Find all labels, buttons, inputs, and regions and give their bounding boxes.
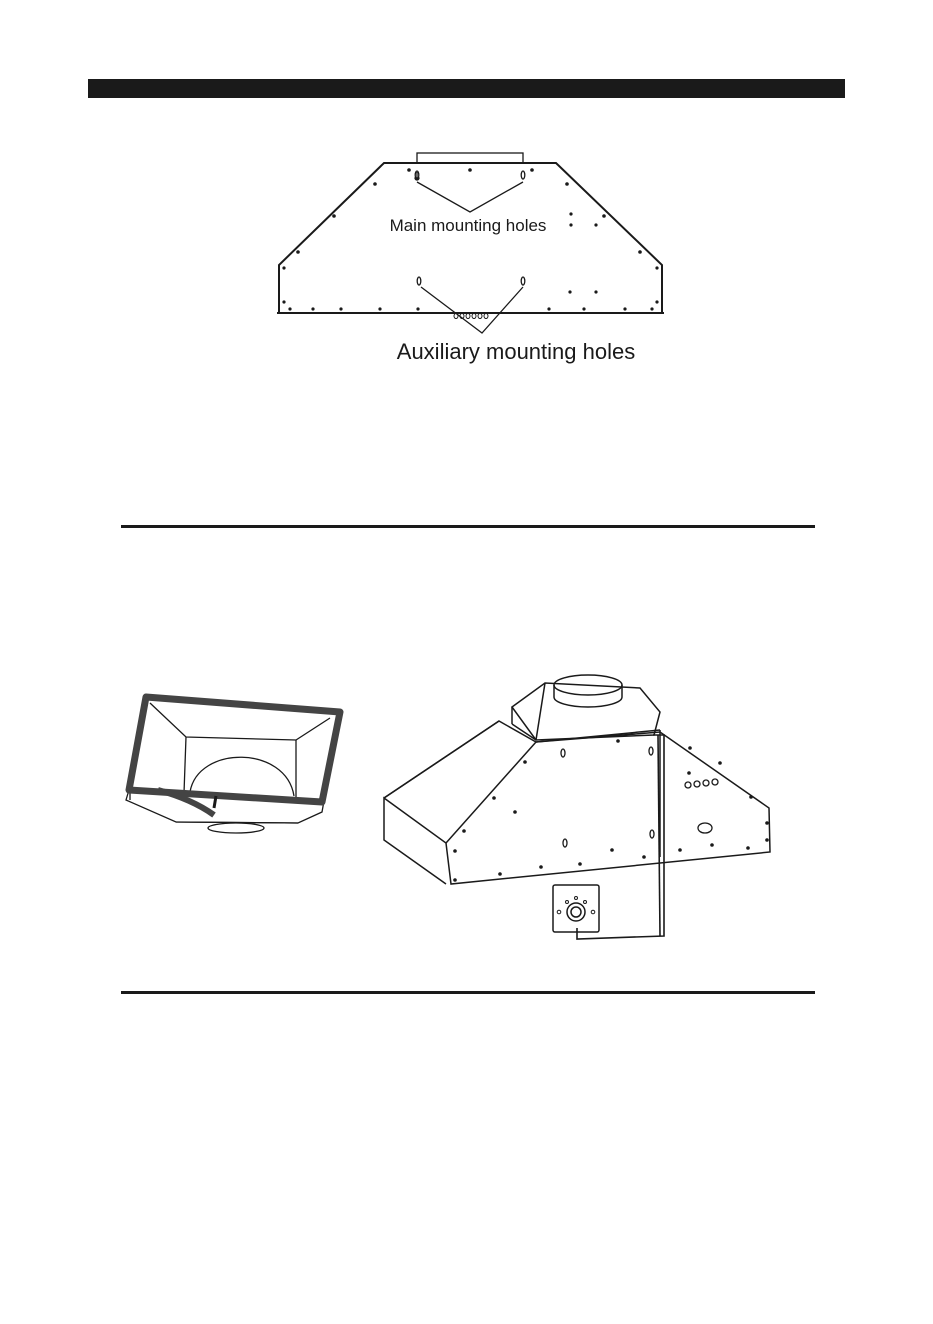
junction-box	[553, 885, 599, 932]
aux-holes-label: Auxiliary mounting holes	[396, 339, 636, 364]
leader-lines	[417, 182, 523, 333]
hood-isometric	[384, 675, 770, 884]
gasket-tab	[214, 796, 216, 808]
screw-dots	[282, 168, 658, 310]
duct-collar-outline	[417, 153, 523, 163]
hood-screw-dots	[453, 739, 769, 882]
junction-box-screws	[557, 897, 595, 914]
section-divider	[121, 991, 815, 994]
main-holes-label: Main mounting holes	[389, 216, 547, 235]
hood-underside-gasket	[126, 697, 340, 833]
section-divider	[121, 525, 815, 528]
hood-keyholes	[561, 747, 718, 847]
